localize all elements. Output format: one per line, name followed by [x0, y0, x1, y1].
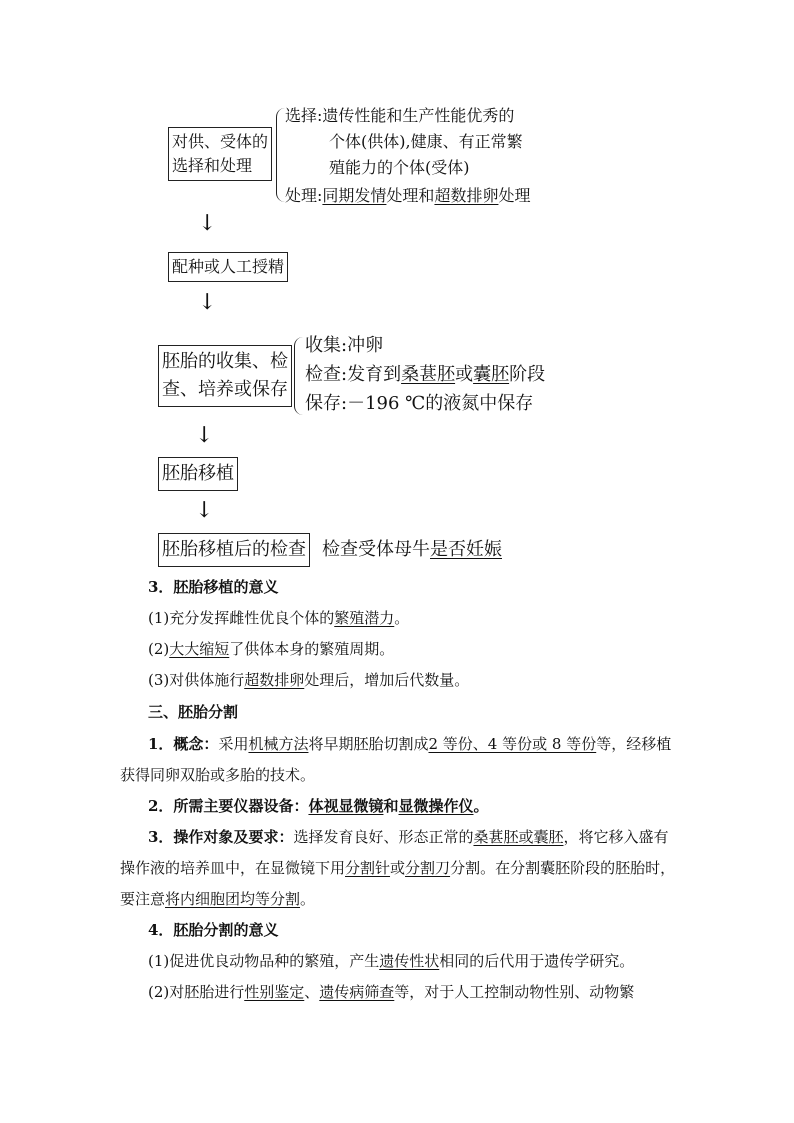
- item-text: 相同的后代用于遗传学研究。: [439, 952, 635, 970]
- term-superovulation: 超数排卵: [434, 186, 499, 205]
- select-line3: 殖能力的个体(受体): [329, 158, 470, 177]
- flow-box-mating: 配种或人工授精: [168, 252, 288, 282]
- paragraph: [120, 791, 680, 822]
- flow-box-line: 对供、受体的: [172, 132, 269, 151]
- paragraph-text: 。: [300, 890, 316, 908]
- item-text: 、: [304, 983, 320, 1001]
- paragraph-text: 选择发育良好、形态正常的: [293, 828, 474, 846]
- brace: [294, 337, 303, 415]
- store-label: 保存:: [305, 393, 348, 414]
- item-text: (2)对胚胎进行: [148, 983, 245, 1001]
- select-text: 遗传性能和生产性能优秀的: [322, 106, 515, 125]
- list-item: [120, 946, 680, 977]
- flow-box-line: 查、培养或保存: [162, 379, 288, 400]
- term-blastocyst: 囊胚: [473, 364, 510, 385]
- paragraph-text: 或: [390, 859, 406, 877]
- check-text: 发育到: [347, 364, 402, 385]
- paragraph-key-term: 桑葚胚或囊胚: [473, 828, 564, 846]
- paragraph-label: 3．操作对象及要求：: [148, 828, 294, 846]
- flow-box-post-check: 胚胎移植后的检查: [158, 533, 310, 567]
- paragraph-label: 2．所需主要仪器设备：: [148, 797, 309, 815]
- check-text: 或: [455, 364, 474, 385]
- item-key-term: 大大缩短: [169, 640, 230, 658]
- paragraph-key-term: 分割针: [345, 859, 391, 877]
- store-row: [305, 389, 533, 418]
- item-text: (1)充分发挥雌性优良个体的: [148, 609, 335, 627]
- paragraph-text: 将早期胚胎切割成: [308, 735, 429, 753]
- paragraph-key-term: 机械方法: [248, 735, 309, 753]
- list-item: [120, 634, 680, 665]
- flow-box-donor-recipient: [168, 127, 272, 181]
- item-text: (2): [148, 640, 170, 658]
- list-item: [120, 603, 680, 634]
- paragraph-label: 1．概念：: [148, 735, 219, 753]
- brace: [276, 108, 285, 202]
- select-row: [285, 103, 514, 129]
- collect-row: [305, 331, 383, 360]
- select-line2: 个体(供体),健康、有正常繁: [329, 132, 523, 151]
- section-heading: 三、胚胎分割: [148, 703, 239, 721]
- paragraph-text: 。: [473, 797, 489, 815]
- paragraph-text: 分割。在分割囊胚阶段的胚胎时，要注意: [120, 859, 676, 908]
- process-row: [285, 183, 530, 209]
- post-check-text: 检查受体母牛: [322, 539, 430, 560]
- down-arrow-icon: ↓: [198, 290, 217, 315]
- item-key-term: 遗传病筛查: [319, 983, 395, 1001]
- item-text: (3)对供体施行: [148, 671, 245, 689]
- collect-text: 冲卵: [347, 335, 384, 356]
- process-text: 处理和: [386, 186, 435, 205]
- collect-label: 收集:: [305, 335, 348, 356]
- paragraph-key-term: 2 等份、4 等份或 8 等份: [428, 735, 597, 753]
- item-text: 。: [394, 609, 410, 627]
- paragraph-text: ，将它移入盛有操作液的培养皿中，在显微镜下用: [120, 828, 669, 877]
- paragraph-text: 等，经移植获得同卵双胎或多胎的技术。: [120, 735, 672, 784]
- term-estrus-sync: 同期发情: [322, 186, 387, 205]
- list-item: [120, 665, 680, 696]
- paragraph-key-term: 将内细胞团均等分割: [165, 890, 301, 908]
- down-arrow-icon: ↓: [195, 498, 214, 523]
- flow-box-line: 胚胎的收集、检: [162, 351, 288, 372]
- check-row: [305, 360, 545, 389]
- item-key-term: 遗传性状: [379, 952, 440, 970]
- section-title: 3．胚胎移植的意义: [148, 578, 279, 596]
- down-arrow-icon: ↓: [195, 423, 214, 448]
- term-pregnancy: 是否妊娠: [430, 539, 502, 560]
- item-text: 处理后，增加后代数量。: [304, 671, 470, 689]
- paragraph: [120, 729, 680, 791]
- post-check-row: [322, 535, 502, 564]
- check-label: 检查:: [305, 364, 348, 385]
- process-text: 处理: [498, 186, 531, 205]
- flow-box-embryo-collection: [158, 345, 292, 407]
- flow-box-transfer: 胚胎移植: [158, 457, 238, 491]
- item-text: (1)促进优良动物品种的繁殖，产生: [148, 952, 380, 970]
- select-label: 选择:: [285, 106, 323, 125]
- process-label: 处理:: [285, 186, 323, 205]
- term-morula: 桑葚胚: [401, 364, 456, 385]
- paragraph-text: 采用: [218, 735, 249, 753]
- paragraph-title: 4．胚胎分割的意义: [148, 921, 279, 939]
- paragraph-key-term: 显微操作仪: [398, 797, 474, 815]
- paragraph-key-term: 分割刀: [405, 859, 451, 877]
- paragraph: [120, 822, 680, 915]
- item-text: 等，对于人工控制动物性别、动物繁: [394, 983, 635, 1001]
- item-key-term: 繁殖潜力: [334, 609, 395, 627]
- item-key-term: 性别鉴定: [244, 983, 305, 1001]
- item-text: 了供体本身的繁殖周期。: [229, 640, 395, 658]
- paragraph-text: 和: [383, 797, 399, 815]
- list-item: [120, 977, 680, 1008]
- item-key-term: 超数排卵: [244, 671, 305, 689]
- flow-box-line: 选择和处理: [172, 156, 253, 175]
- down-arrow-icon: ↓: [198, 211, 217, 236]
- paragraph-key-term: 体视显微镜: [308, 797, 384, 815]
- check-text: 阶段: [509, 364, 546, 385]
- store-text: －196 ℃的液氮中保存: [347, 393, 534, 414]
